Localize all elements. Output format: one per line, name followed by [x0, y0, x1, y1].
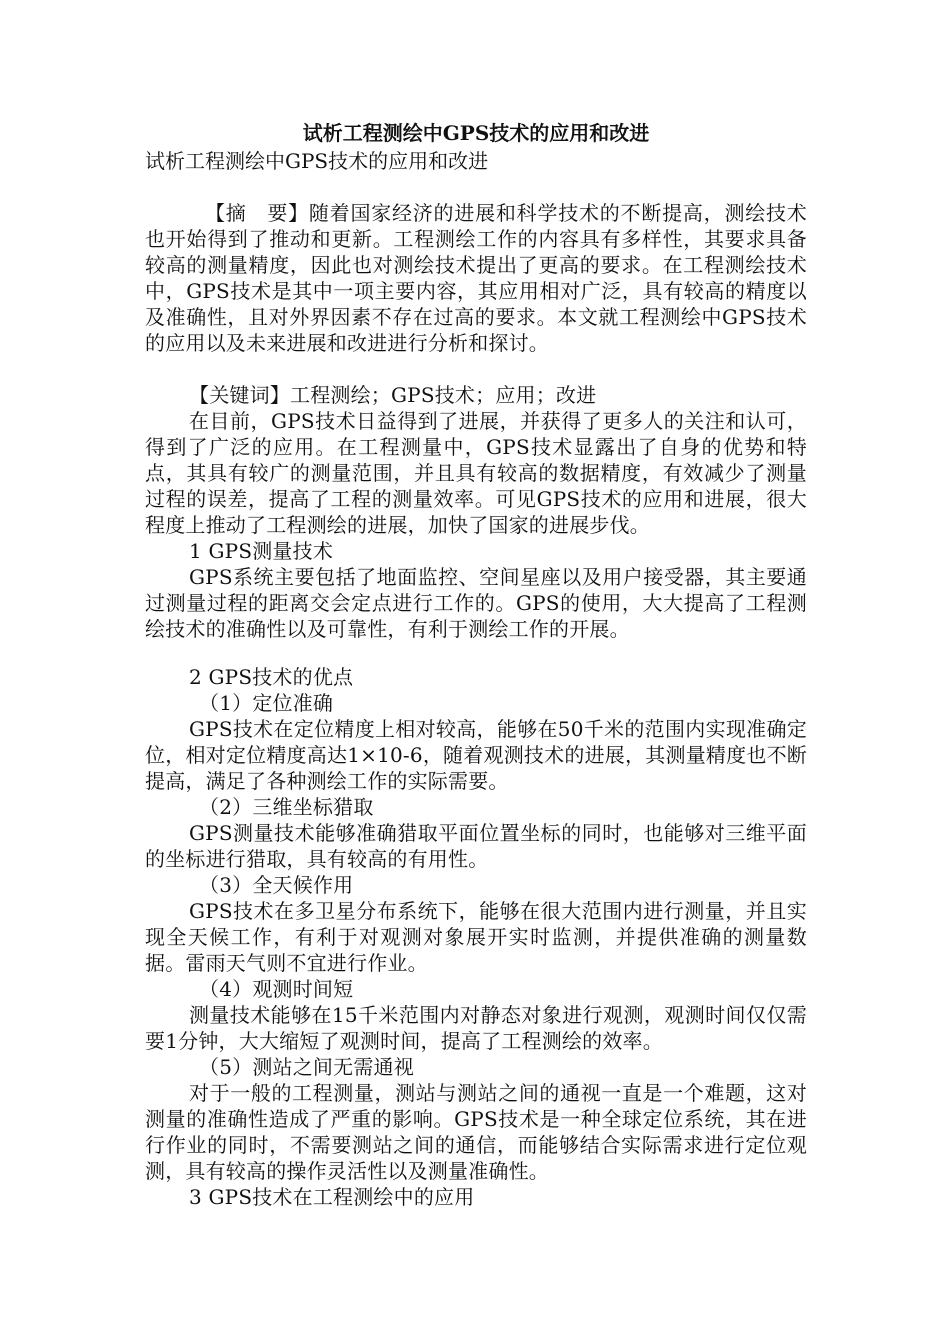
intro-paragraph: 在目前，GPS技术日益得到了进展，并获得了更多人的关注和认可，得到了广泛的应用。在工程测量中，GPS技术显露出了自身的优势和特点，其具有较广的测量范围，并且具有较高的数据精度，有效减少了测量过程的误差，提高了工程的测量效率。可见GPS技术的应用和进展，很大程度上推动了工程测绘的进展，加快了国家的进展步伐。: [145, 409, 807, 537]
subsection1-body: GPS技术在定位精度上相对较高，能够在50千米的范围内实现准确定位，相对定位精度高达1×10-6，随着观测技术的进展，其测量精度也不断提高，满足了各种测绘工作的实际需要。: [145, 717, 807, 793]
document-subtitle: 试析工程测绘中GPS技术的应用和改进: [145, 149, 489, 173]
subsection4-heading: （4）观测时间短: [199, 977, 354, 1001]
subsection1-heading: （1）定位准确: [199, 691, 334, 715]
subsection2-body: GPS测量技术能够准确猎取平面位置坐标的同时，也能够对三维平面的坐标进行猎取，具有较高的有用性。: [145, 821, 807, 871]
subsection3-body: GPS技术在多卫星分布系统下，能够在很大范围内进行测量，并且实现全天候工作，有利于对观测对象展开实时监测，并提供准确的测量数据。雷雨天气则不宜进行作业。: [145, 899, 807, 975]
subsection5-body: 对于一般的工程测量，测站与测站之间的通视一直是一个难题，这对测量的准确性造成了严重的影响。GPS技术是一种全球定位系统，其在进行作业的同时，不需要测站之间的通信，而能够结合实际需求进行定位观测，具有较高的操作灵活性以及测量准确性。: [145, 1081, 807, 1183]
subsection5-heading: （5）测站之间无需通视: [199, 1055, 414, 1079]
section1-body: GPS系统主要包括了地面监控、空间星座以及用户接受器，其主要通过测量过程的距离交会定点进行工作的。GPS的使用，大大提高了工程测绘技术的准确性以及可靠性，有利于测绘工作的开展。: [145, 565, 807, 641]
section2-heading: 2 GPS技术的优点: [189, 665, 354, 689]
document-page: [145, 120, 807, 1210]
document-title: 试析工程测绘中GPS技术的应用和改进: [302, 121, 650, 145]
subsection2-heading: （2）三维坐标猎取: [199, 795, 374, 819]
section1-heading: 1 GPS测量技术: [189, 539, 334, 563]
abstract-paragraph: 【摘 要】随着国家经济的进展和科学技术的不断提高，测绘技术也开始得到了推动和更新。工程测绘工作的内容具有多样性，其要求具备较高的测量精度，因此也对测绘技术提出了更高的要求。在工程测绘技术中，GPS技术是其中一项主要内容，其应用相对广泛，具有较高的精度以及准确性，且对外界因素不存在过高的要求。本文就工程测绘中GPS技术的应用以及未来进展和改进进行分析和探讨。: [145, 201, 807, 355]
subsection3-heading: （3）全天候作用: [199, 873, 354, 897]
subsection4-body: 测量技术能够在15千米范围内对静态对象进行观测，观测时间仅仅需要1分钟，大大缩短了观测时间，提高了工程测绘的效率。: [145, 1003, 807, 1053]
keywords-paragraph: 【关键词】工程测绘；GPS技术；应用；改进: [189, 383, 597, 407]
section3-heading: 3 GPS技术在工程测绘中的应用: [189, 1185, 475, 1209]
